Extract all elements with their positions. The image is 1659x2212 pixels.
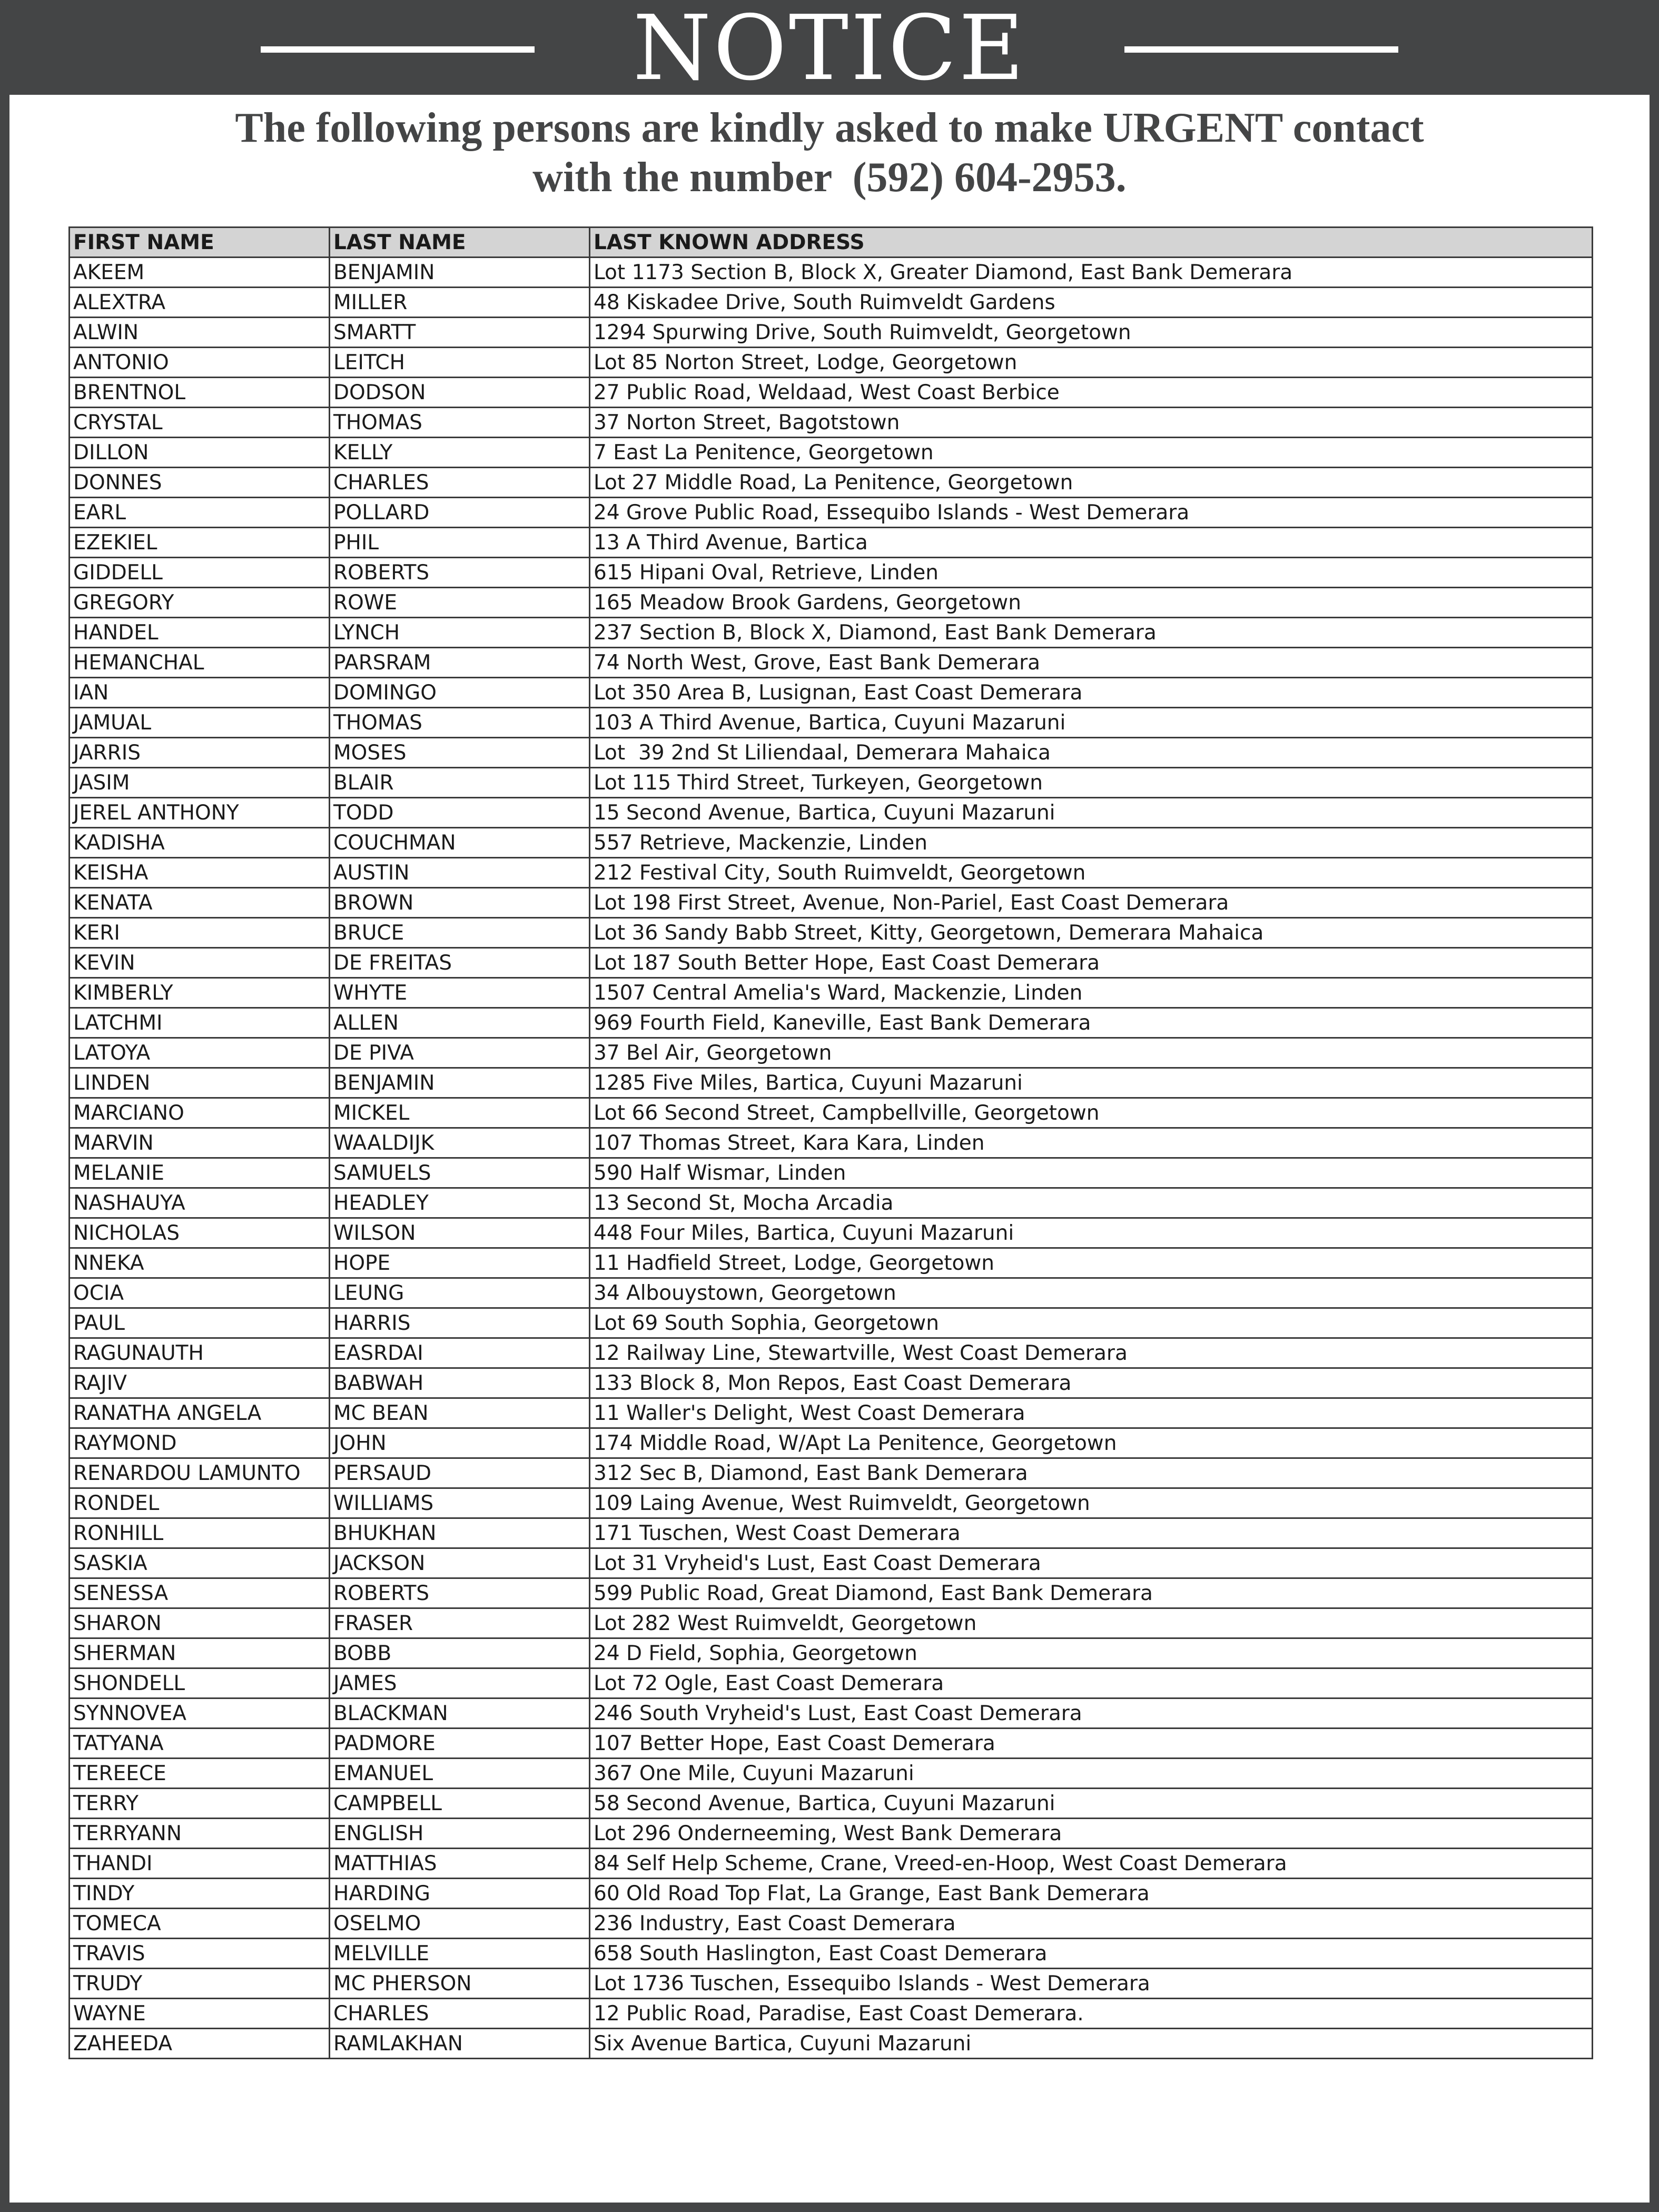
header-first-name: FIRST NAME (70, 228, 330, 258)
first-name-cell: NNEKA (70, 1248, 330, 1278)
address-cell: 12 Railway Line, Stewartville, West Coast Demerara (590, 1338, 1593, 1368)
last-name-cell: MOSES (330, 738, 590, 768)
table-row (70, 558, 1593, 588)
last-name-cell: ENGLISH (330, 1819, 590, 1849)
last-name-cell: COUCHMAN (330, 828, 590, 858)
first-name-cell: TEREECE (70, 1759, 330, 1789)
last-name-cell: EMANUEL (330, 1759, 590, 1789)
first-name-cell: TRAVIS (70, 1939, 330, 1969)
persons-table (68, 226, 1593, 2059)
table-row (70, 738, 1593, 768)
table-row (70, 708, 1593, 738)
table-row (70, 468, 1593, 498)
first-name-cell: SHERMAN (70, 1638, 330, 1668)
first-name-cell: KADISHA (70, 828, 330, 858)
first-name-cell: ANTONIO (70, 348, 330, 378)
address-cell: 1285 Five Miles, Bartica, Cuyuni Mazaruni (590, 1068, 1593, 1098)
first-name-cell: THANDI (70, 1849, 330, 1879)
table-row (70, 1008, 1593, 1038)
table-row (70, 648, 1593, 678)
first-name-cell: GREGORY (70, 588, 330, 618)
table-row (70, 918, 1593, 948)
first-name-cell: KIMBERLY (70, 978, 330, 1008)
first-name-cell: EARL (70, 498, 330, 528)
address-cell: 133 Block 8, Mon Repos, East Coast Demerara (590, 1368, 1593, 1398)
first-name-cell: KEISHA (70, 858, 330, 888)
address-cell: 27 Public Road, Weldaad, West Coast Berbice (590, 378, 1593, 408)
last-name-cell: MILLER (330, 288, 590, 318)
first-name-cell: ZAHEEDA (70, 2029, 330, 2059)
last-name-cell: ROBERTS (330, 1578, 590, 1608)
last-name-cell: BLAIR (330, 768, 590, 798)
table-row (70, 1218, 1593, 1248)
address-cell: Lot 1173 Section B, Block X, Greater Diamond, East Bank Demerara (590, 258, 1593, 288)
address-cell: 109 Laing Avenue, West Ruimveldt, Georgetown (590, 1488, 1593, 1518)
first-name-cell: GIDDELL (70, 558, 330, 588)
address-cell: 34 Albouystown, Georgetown (590, 1278, 1593, 1308)
address-cell: Lot 187 South Better Hope, East Coast Demerara (590, 948, 1593, 978)
first-name-cell: MARCIANO (70, 1098, 330, 1128)
table-row (70, 1518, 1593, 1548)
address-cell: 15 Second Avenue, Bartica, Cuyuni Mazaruni (590, 798, 1593, 828)
first-name-cell: OCIA (70, 1278, 330, 1308)
table-row (70, 348, 1593, 378)
address-cell: 246 South Vryheid's Lust, East Coast Demerara (590, 1698, 1593, 1729)
last-name-cell: KELLY (330, 438, 590, 468)
last-name-cell: PADMORE (330, 1729, 590, 1759)
address-cell: 24 Grove Public Road, Essequibo Islands - West Demerara (590, 498, 1593, 528)
last-name-cell: HOPE (330, 1248, 590, 1278)
first-name-cell: JASIM (70, 768, 330, 798)
address-cell: 11 Hadfield Street, Lodge, Georgetown (590, 1248, 1593, 1278)
last-name-cell: EASRDAI (330, 1338, 590, 1368)
notice-title: NOTICE (633, 0, 1026, 101)
table-row (70, 1158, 1593, 1188)
first-name-cell: SHARON (70, 1608, 330, 1638)
first-name-cell: BRENTNOL (70, 378, 330, 408)
last-name-cell: HARRIS (330, 1308, 590, 1338)
last-name-cell: PARSRAM (330, 648, 590, 678)
address-cell: 1294 Spurwing Drive, South Ruimveldt, Georgetown (590, 318, 1593, 348)
table-row (70, 1188, 1593, 1218)
address-cell: 11 Waller's Delight, West Coast Demerara (590, 1398, 1593, 1428)
address-cell: 12 Public Road, Paradise, East Coast Demerara. (590, 1999, 1593, 2029)
table-row (70, 1578, 1593, 1608)
first-name-cell: KEVIN (70, 948, 330, 978)
header-last-name: LAST NAME (330, 228, 590, 258)
first-name-cell: JEREL ANTHONY (70, 798, 330, 828)
table-row (70, 1789, 1593, 1819)
last-name-cell: OSELMO (330, 1909, 590, 1939)
last-name-cell: THOMAS (330, 408, 590, 438)
last-name-cell: MATTHIAS (330, 1849, 590, 1879)
address-cell: Lot 296 Onderneeming, West Bank Demerara (590, 1819, 1593, 1849)
table-row (70, 1849, 1593, 1879)
last-name-cell: CHARLES (330, 1999, 590, 2029)
table-row (70, 858, 1593, 888)
last-name-cell: SMARTT (330, 318, 590, 348)
subtitle-line-1: The following persons are kindly asked to make URGENT contact (235, 105, 1424, 151)
last-name-cell: SAMUELS (330, 1158, 590, 1188)
table-row (70, 1759, 1593, 1789)
first-name-cell: AKEEM (70, 258, 330, 288)
last-name-cell: BROWN (330, 888, 590, 918)
address-cell: Lot 36 Sandy Babb Street, Kitty, Georgetown, Demerara Mahaica (590, 918, 1593, 948)
table-header-row (70, 228, 1593, 258)
address-cell: 557 Retrieve, Mackenzie, Linden (590, 828, 1593, 858)
last-name-cell: FRASER (330, 1608, 590, 1638)
table-row (70, 1488, 1593, 1518)
table-row (70, 528, 1593, 558)
table-row (70, 1278, 1593, 1308)
last-name-cell: BRUCE (330, 918, 590, 948)
table-row (70, 378, 1593, 408)
first-name-cell: MARVIN (70, 1128, 330, 1158)
table-row (70, 1428, 1593, 1458)
notice-subtitle (0, 103, 1659, 202)
first-name-cell: DILLON (70, 438, 330, 468)
first-name-cell: HEMANCHAL (70, 648, 330, 678)
header-last-known-address: LAST KNOWN ADDRESS (590, 228, 1593, 258)
address-cell: 37 Norton Street, Bagotstown (590, 408, 1593, 438)
table-row (70, 888, 1593, 918)
last-name-cell: BABWAH (330, 1368, 590, 1398)
first-name-cell: RONDEL (70, 1488, 330, 1518)
last-name-cell: HARDING (330, 1879, 590, 1909)
last-name-cell: MC PHERSON (330, 1969, 590, 1999)
last-name-cell: WILLIAMS (330, 1488, 590, 1518)
address-cell: 212 Festival City, South Ruimveldt, Georgetown (590, 858, 1593, 888)
last-name-cell: DOMINGO (330, 678, 590, 708)
address-cell: 367 One Mile, Cuyuni Mazaruni (590, 1759, 1593, 1789)
last-name-cell: BENJAMIN (330, 258, 590, 288)
address-cell: 13 Second St, Mocha Arcadia (590, 1188, 1593, 1218)
address-cell: 60 Old Road Top Flat, La Grange, East Bank Demerara (590, 1879, 1593, 1909)
first-name-cell: SHONDELL (70, 1668, 330, 1698)
last-name-cell: WHYTE (330, 978, 590, 1008)
banner-rule-left (261, 46, 535, 53)
first-name-cell: KERI (70, 918, 330, 948)
table-row (70, 798, 1593, 828)
table-row (70, 618, 1593, 648)
address-cell: Lot 85 Norton Street, Lodge, Georgetown (590, 348, 1593, 378)
address-cell: Lot 115 Third Street, Turkeyen, Georgetown (590, 768, 1593, 798)
address-cell: Lot 66 Second Street, Campbellville, Georgetown (590, 1098, 1593, 1128)
address-cell: 13 A Third Avenue, Bartica (590, 528, 1593, 558)
table-row (70, 1338, 1593, 1368)
last-name-cell: MICKEL (330, 1098, 590, 1128)
last-name-cell: BOBB (330, 1638, 590, 1668)
address-cell: 1507 Central Amelia's Ward, Mackenzie, Linden (590, 978, 1593, 1008)
last-name-cell: JAMES (330, 1668, 590, 1698)
address-cell: 107 Thomas Street, Kara Kara, Linden (590, 1128, 1593, 1158)
first-name-cell: CRYSTAL (70, 408, 330, 438)
address-cell: 174 Middle Road, W/Apt La Penitence, Georgetown (590, 1428, 1593, 1458)
last-name-cell: LEUNG (330, 1278, 590, 1308)
first-name-cell: JARRIS (70, 738, 330, 768)
address-cell: Lot 69 South Sophia, Georgetown (590, 1308, 1593, 1338)
last-name-cell: LYNCH (330, 618, 590, 648)
address-cell: Six Avenue Bartica, Cuyuni Mazaruni (590, 2029, 1593, 2059)
last-name-cell: JACKSON (330, 1548, 590, 1578)
table-row (70, 1729, 1593, 1759)
table-row (70, 438, 1593, 468)
last-name-cell: PERSAUD (330, 1458, 590, 1488)
first-name-cell: EZEKIEL (70, 528, 330, 558)
address-cell: 171 Tuschen, West Coast Demerara (590, 1518, 1593, 1548)
last-name-cell: ROBERTS (330, 558, 590, 588)
last-name-cell: CHARLES (330, 468, 590, 498)
table-row (70, 978, 1593, 1008)
table-row (70, 1999, 1593, 2029)
last-name-cell: PHIL (330, 528, 590, 558)
first-name-cell: JAMUAL (70, 708, 330, 738)
first-name-cell: RAJIV (70, 1368, 330, 1398)
address-cell: Lot 1736 Tuschen, Essequibo Islands - West Demerara (590, 1969, 1593, 1999)
table-row (70, 1368, 1593, 1398)
last-name-cell: ROWE (330, 588, 590, 618)
table-row (70, 1458, 1593, 1488)
table-row (70, 1308, 1593, 1338)
table-row (70, 1668, 1593, 1698)
first-name-cell: RAGUNAUTH (70, 1338, 330, 1368)
first-name-cell: TRUDY (70, 1969, 330, 1999)
first-name-cell: PAUL (70, 1308, 330, 1338)
address-cell: 312 Sec B, Diamond, East Bank Demerara (590, 1458, 1593, 1488)
table-row (70, 498, 1593, 528)
table-row (70, 1608, 1593, 1638)
table-row (70, 1068, 1593, 1098)
last-name-cell: BENJAMIN (330, 1068, 590, 1098)
address-cell: 103 A Third Avenue, Bartica, Cuyuni Mazaruni (590, 708, 1593, 738)
address-cell: 236 Industry, East Coast Demerara (590, 1909, 1593, 1939)
address-cell: 37 Bel Air, Georgetown (590, 1038, 1593, 1068)
table-row (70, 1398, 1593, 1428)
table-row (70, 1248, 1593, 1278)
last-name-cell: THOMAS (330, 708, 590, 738)
first-name-cell: RENARDOU LAMUNTO (70, 1458, 330, 1488)
table-row (70, 1698, 1593, 1729)
address-cell: 615 Hipani Oval, Retrieve, Linden (590, 558, 1593, 588)
first-name-cell: IAN (70, 678, 330, 708)
subtitle-line-2: with the number (592) 604-2953. (532, 154, 1127, 201)
first-name-cell: TATYANA (70, 1729, 330, 1759)
address-cell: Lot 282 West Ruimveldt, Georgetown (590, 1608, 1593, 1638)
last-name-cell: RAMLAKHAN (330, 2029, 590, 2059)
table-row (70, 258, 1593, 288)
table-row (70, 768, 1593, 798)
last-name-cell: POLLARD (330, 498, 590, 528)
address-cell: 969 Fourth Field, Kaneville, East Bank Demerara (590, 1008, 1593, 1038)
table-row (70, 678, 1593, 708)
address-cell: 58 Second Avenue, Bartica, Cuyuni Mazaruni (590, 1789, 1593, 1819)
last-name-cell: MELVILLE (330, 1939, 590, 1969)
first-name-cell: LATCHMI (70, 1008, 330, 1038)
address-cell: 24 D Field, Sophia, Georgetown (590, 1638, 1593, 1668)
address-cell: 84 Self Help Scheme, Crane, Vreed-en-Hoop, West Coast Demerara (590, 1849, 1593, 1879)
last-name-cell: MC BEAN (330, 1398, 590, 1428)
last-name-cell: BLACKMAN (330, 1698, 590, 1729)
first-name-cell: MELANIE (70, 1158, 330, 1188)
table-row (70, 1939, 1593, 1969)
address-cell: 165 Meadow Brook Gardens, Georgetown (590, 588, 1593, 618)
first-name-cell: WAYNE (70, 1999, 330, 2029)
first-name-cell: DONNES (70, 468, 330, 498)
last-name-cell: ALLEN (330, 1008, 590, 1038)
table-row (70, 1819, 1593, 1849)
table-body (70, 258, 1593, 2059)
table-row (70, 1879, 1593, 1909)
address-cell: 237 Section B, Block X, Diamond, East Bank Demerara (590, 618, 1593, 648)
banner-rule-right (1124, 46, 1398, 53)
last-name-cell: TODD (330, 798, 590, 828)
table-row (70, 288, 1593, 318)
first-name-cell: TERRY (70, 1789, 330, 1819)
table-row (70, 318, 1593, 348)
first-name-cell: ALEXTRA (70, 288, 330, 318)
table-row (70, 408, 1593, 438)
table-row (70, 948, 1593, 978)
address-cell: 658 South Haslington, East Coast Demerara (590, 1939, 1593, 1969)
table-row (70, 1548, 1593, 1578)
table-row (70, 1969, 1593, 1999)
first-name-cell: LINDEN (70, 1068, 330, 1098)
last-name-cell: DE FREITAS (330, 948, 590, 978)
first-name-cell: RONHILL (70, 1518, 330, 1548)
address-cell: 74 North West, Grove, East Bank Demerara (590, 648, 1593, 678)
table-row (70, 1909, 1593, 1939)
address-cell: Lot 350 Area B, Lusignan, East Coast Demerara (590, 678, 1593, 708)
last-name-cell: DODSON (330, 378, 590, 408)
first-name-cell: SASKIA (70, 1548, 330, 1578)
address-cell: 448 Four Miles, Bartica, Cuyuni Mazaruni (590, 1218, 1593, 1248)
last-name-cell: LEITCH (330, 348, 590, 378)
last-name-cell: DE PIVA (330, 1038, 590, 1068)
first-name-cell: RANATHA ANGELA (70, 1398, 330, 1428)
last-name-cell: HEADLEY (330, 1188, 590, 1218)
address-cell: 107 Better Hope, East Coast Demerara (590, 1729, 1593, 1759)
first-name-cell: TOMECA (70, 1909, 330, 1939)
first-name-cell: RAYMOND (70, 1428, 330, 1458)
first-name-cell: SENESSA (70, 1578, 330, 1608)
table-row (70, 1638, 1593, 1668)
address-cell: Lot 72 Ogle, East Coast Demerara (590, 1668, 1593, 1698)
last-name-cell: WAALDIJK (330, 1128, 590, 1158)
first-name-cell: TINDY (70, 1879, 330, 1909)
last-name-cell: JOHN (330, 1428, 590, 1458)
first-name-cell: ALWIN (70, 318, 330, 348)
address-cell: Lot 27 Middle Road, La Penitence, Georgetown (590, 468, 1593, 498)
address-cell: 599 Public Road, Great Diamond, East Bank Demerara (590, 1578, 1593, 1608)
first-name-cell: TERRYANN (70, 1819, 330, 1849)
address-cell: 590 Half Wismar, Linden (590, 1158, 1593, 1188)
table-row (70, 1128, 1593, 1158)
last-name-cell: AUSTIN (330, 858, 590, 888)
address-cell: 48 Kiskadee Drive, South Ruimveldt Gardens (590, 288, 1593, 318)
first-name-cell: KENATA (70, 888, 330, 918)
table-row (70, 1098, 1593, 1128)
address-cell: Lot 198 First Street, Avenue, Non-Pariel, East Coast Demerara (590, 888, 1593, 918)
last-name-cell: WILSON (330, 1218, 590, 1248)
first-name-cell: NICHOLAS (70, 1218, 330, 1248)
last-name-cell: CAMPBELL (330, 1789, 590, 1819)
first-name-cell: SYNNOVEA (70, 1698, 330, 1729)
address-cell: Lot 39 2nd St Liliendaal, Demerara Mahaica (590, 738, 1593, 768)
table-row (70, 828, 1593, 858)
table-row (70, 1038, 1593, 1068)
first-name-cell: LATOYA (70, 1038, 330, 1068)
first-name-cell: NASHAUYA (70, 1188, 330, 1218)
table-row (70, 588, 1593, 618)
table-row (70, 2029, 1593, 2059)
notice-banner (0, 0, 1659, 101)
address-cell: Lot 31 Vryheid's Lust, East Coast Demerara (590, 1548, 1593, 1578)
address-cell: 7 East La Penitence, Georgetown (590, 438, 1593, 468)
first-name-cell: HANDEL (70, 618, 330, 648)
last-name-cell: BHUKHAN (330, 1518, 590, 1548)
